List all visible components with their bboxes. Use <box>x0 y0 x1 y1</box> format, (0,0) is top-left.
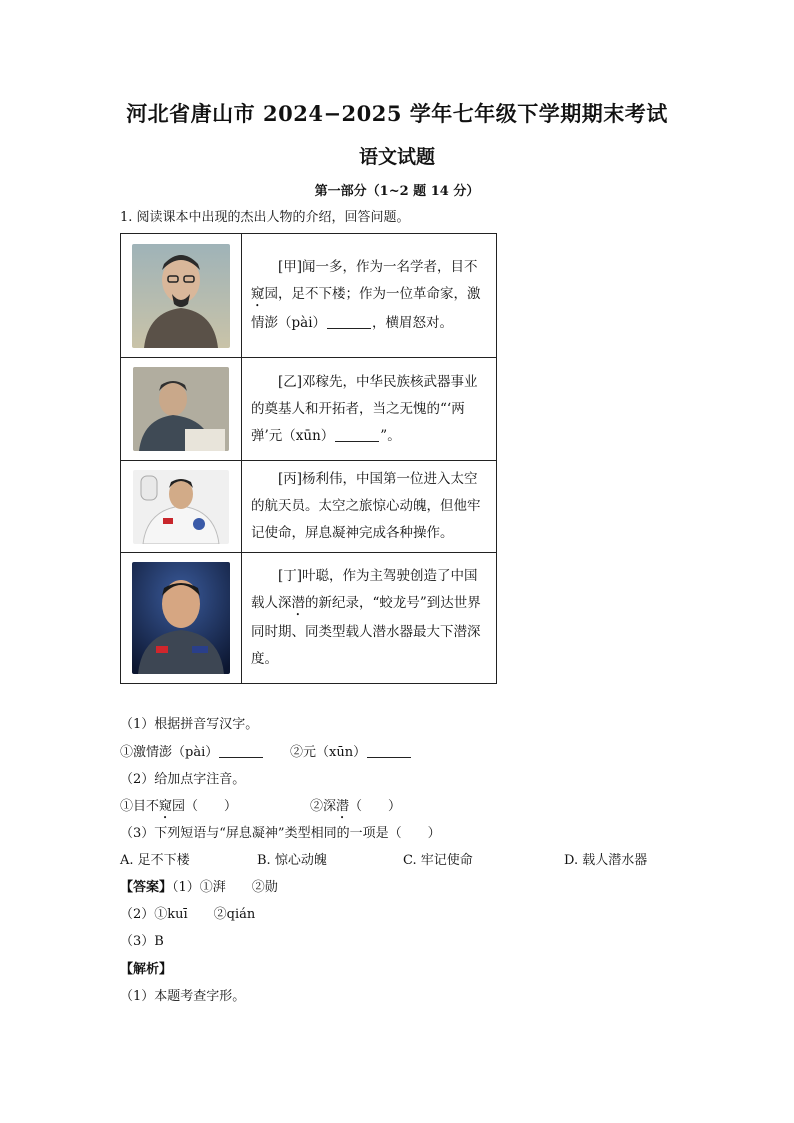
sub-question-2: （2）给加点字注音。 <box>120 772 246 787</box>
person-row-yi: [乙]邓稼先，中华民族核武器事业的奠基人和开拓者，当之无愧的“‘两弹’元（xūn） ”。 <box>121 358 497 461</box>
portrait-ye-cong-image <box>132 562 230 674</box>
portrait-wen-yiduo-image <box>132 244 230 348</box>
emphasized-char: 窥 <box>251 286 265 302</box>
sub-question-2-b: ②深潜（ ） <box>310 799 402 814</box>
section-heading: 第一部分（1~2 题 14 分） <box>314 184 480 199</box>
exam-subtitle: 语文试题 <box>358 146 435 168</box>
answer-label: 【答案】（1）①湃 ②勋 <box>120 880 278 895</box>
option-b[interactable]: B. 惊心动魄 <box>257 853 327 868</box>
analysis-label: 【解析】 <box>120 962 173 977</box>
portrait-yang-liwei-image <box>133 470 229 544</box>
tag-ding: [丁] <box>278 568 303 584</box>
question-1-prompt: 1. 阅读课本中出现的杰出人物的介绍，回答问题。 <box>120 210 410 225</box>
people-table <box>120 233 497 684</box>
sub-question-1: （1）根据拼音写汉字。 <box>120 717 259 732</box>
exam-title: 河北省唐山市 2024−2025 学年七年级下学期期末考试 <box>126 101 668 126</box>
person-row-jia: [甲]闻一多，作为一名学者，目不窥园，足不下楼；作为一位革命家，激情澎（pài） ，横眉怒对。 <box>121 234 497 358</box>
fill-blank <box>335 429 379 442</box>
option-c[interactable]: C. 牢记使命 <box>403 853 473 868</box>
answer-blank[interactable] <box>219 745 263 758</box>
emphasized-char: 潜 <box>291 595 305 611</box>
fill-blank <box>327 316 371 329</box>
tag-yi: [乙] <box>278 373 303 390</box>
tag-jia: [甲] <box>278 259 303 275</box>
sub-question-3: （3）下列短语与“屏息凝神”类型相同的一项是（ ） <box>120 826 441 841</box>
sub-question-1-b: ②元（xūn） <box>290 741 412 760</box>
tag-bing: [丙] <box>278 471 303 487</box>
person-row-ding: [丁]叶聪，作为主驾驶创造了中国载人深潜的新纪录，“蛟龙号”到达世界同时期、同类型载人潜水器最大下潜深度。 <box>121 553 497 684</box>
sub-question-2-a: ①目不窥园（ ） <box>120 799 238 814</box>
option-d[interactable]: D. 载人潜水器 <box>564 853 648 868</box>
person-row-bing: [丙]杨利伟，中国第一位进入太空的航天员。太空之旅惊心动魄，但他牢记使命，屏息凝神完成各种操作。 <box>121 461 497 553</box>
analysis-1: （1）本题考查字形。 <box>120 989 246 1004</box>
sub-question-1-a: ①激情澎（pài） <box>120 741 264 760</box>
answer-blank[interactable] <box>367 745 411 758</box>
portrait-deng-jiaxian-image <box>133 367 229 451</box>
answer-2: （2）①kuī ②qián <box>120 907 256 922</box>
option-a[interactable]: A. 足不下楼 <box>120 853 190 868</box>
answer-3: （3）B <box>120 934 164 949</box>
